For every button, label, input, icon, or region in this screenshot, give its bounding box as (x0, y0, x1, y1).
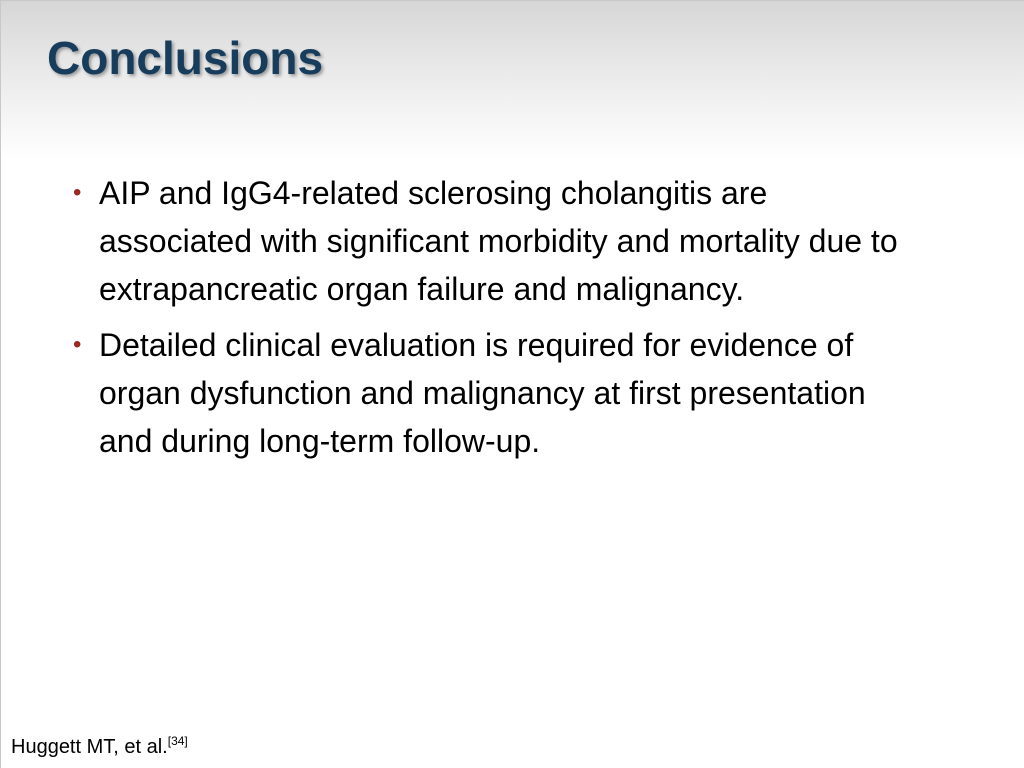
bullet-item (73, 321, 913, 465)
bullet-item (73, 169, 913, 313)
bullet-text: Detailed clinical evaluation is required for evidence of organ dysfunction and malignancy at first presentation and during long-term follow-up. (99, 327, 866, 459)
bullet-text: AIP and IgG4-related sclerosing cholangitis are associated with significant morbidity and mortality due to extrapancreatic organ failure and malignancy. (99, 175, 898, 307)
citation-reference: [34] (167, 734, 188, 748)
slide-title: Conclusions (47, 32, 324, 84)
bullet-list (73, 169, 913, 473)
citation (11, 736, 188, 759)
citation-text: Huggett MT, et al. (11, 736, 168, 758)
bullet-marker-icon: • (73, 179, 82, 206)
bullet-marker-icon: • (73, 331, 82, 358)
